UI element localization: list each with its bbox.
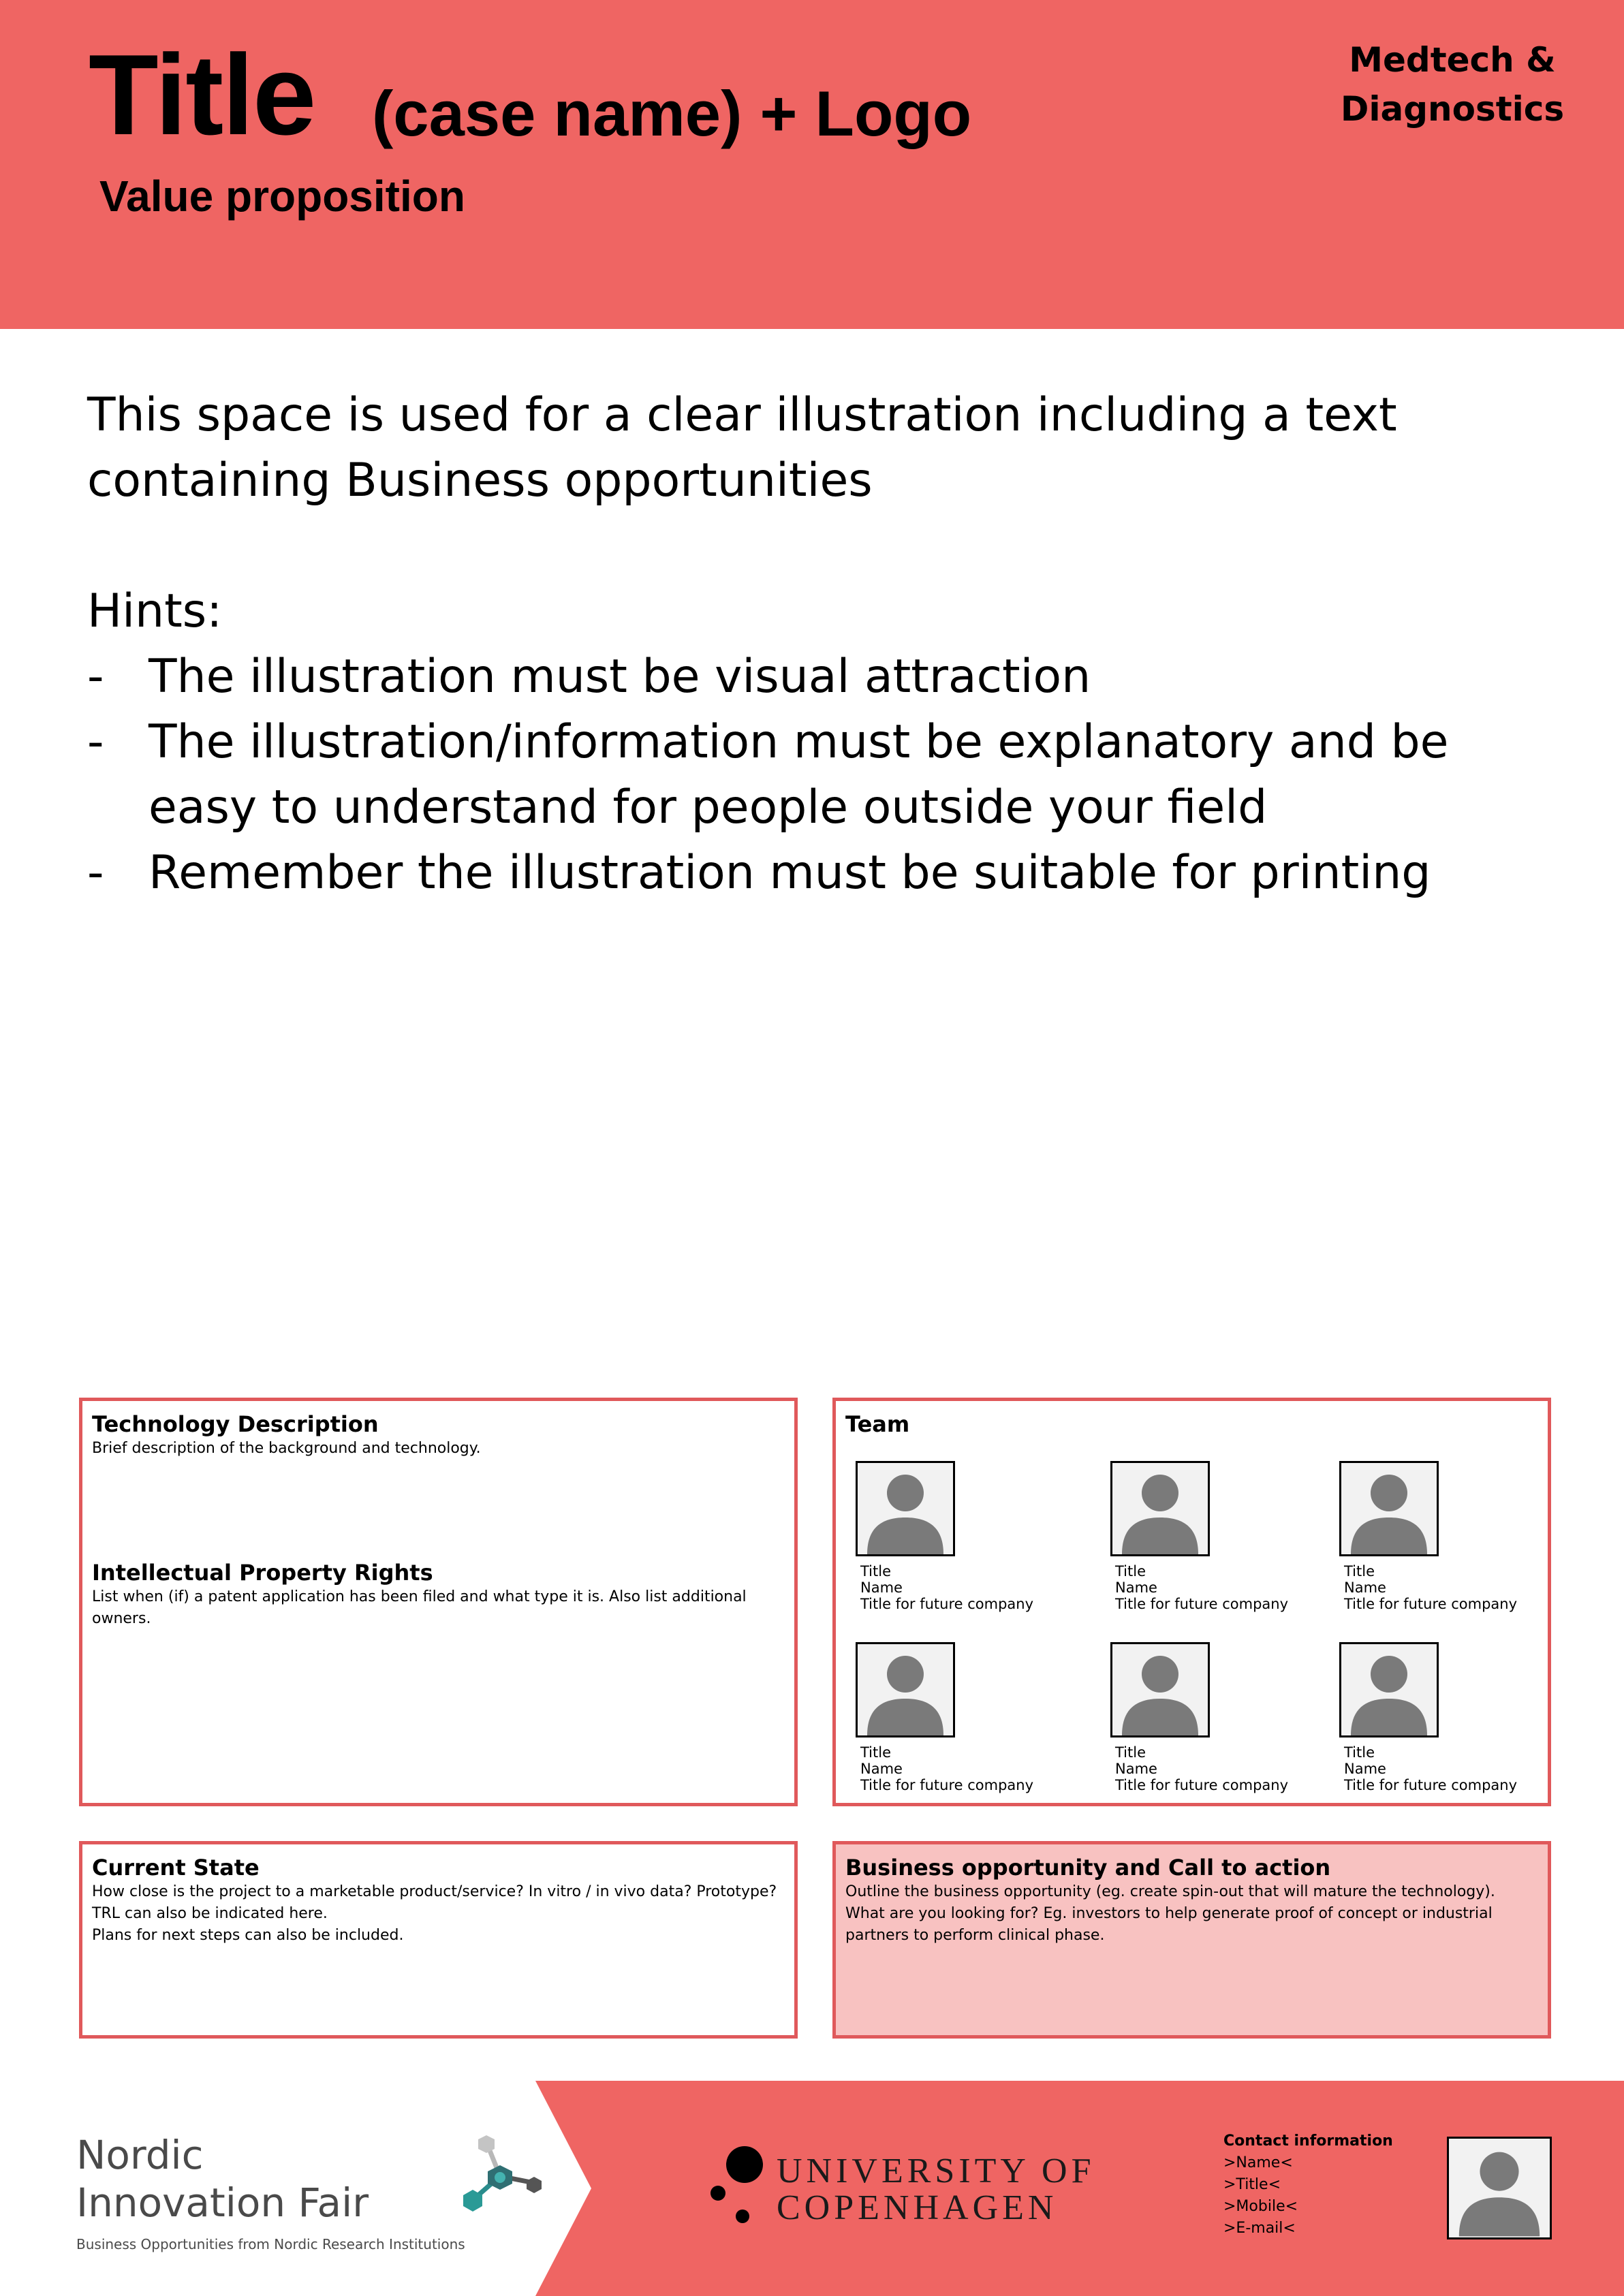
current-state-line-2: TRL can also be indicated here. [92,1905,328,1922]
member-role: Title for future company [1344,1777,1518,1793]
contact-email: >E-mail< [1223,2220,1296,2237]
nordic-innovation-fair-logo [76,2132,553,2252]
member-role: Title for future company [1115,1596,1289,1612]
category-label [1340,35,1565,133]
current-state-line-1: How close is the project to a marketable product/service? In vitro / in vivo data? Prototype? [92,1883,777,1900]
member-role: Title for future company [860,1596,1034,1612]
category-line-1: Medtech & [1349,40,1556,80]
ipr-text: List when (if) a patent application has been filed and what type it is. Also list additional owners. [92,1588,747,1627]
university-of-copenhagen-logo [708,2145,1117,2227]
team-member [860,1461,1058,1612]
poster-title: Title [89,31,315,159]
team-member [1115,1461,1313,1612]
member-title: Title [1115,1744,1146,1761]
nif-tagline: Business Opportunities from Nordic Research Institutions [76,2236,465,2252]
technology-box [79,1398,798,1806]
technology-heading: Technology Description [92,1411,379,1437]
hint-item [87,710,1552,840]
member-title: Title [1344,1744,1375,1761]
university-line-2: COPENHAGEN [777,2188,1058,2227]
hint-text: Remember the illustration must be suitable for printing [149,846,1431,900]
team-member [1344,1461,1542,1612]
technology-text: Brief description of the background and technology. [92,1440,481,1457]
contact-name: >Name< [1223,2154,1293,2171]
hint-text: The illustration/information must be explanatory and be easy to understand for people outside your field [149,715,1449,834]
member-name: Name [1344,1761,1386,1777]
value-proposition: Value proposition [99,172,465,221]
intro-line-1: This space is used for a clear illustration including a text [87,388,1397,442]
hint-dash: - [87,846,104,900]
person-silhouette-icon [1341,1644,1437,1735]
hint-item [87,840,1552,906]
member-name: Name [860,1579,903,1596]
member-title: Title [1344,1563,1375,1579]
intro-line-2: containing Business opportunities [87,454,873,507]
contact-heading: Contact information [1223,2133,1393,2150]
person-silhouette-icon [1112,1644,1208,1735]
hint-text: The illustration must be visual attraction [149,650,1091,704]
nif-name-line-2: Innovation Fair [76,2180,369,2226]
avatar [856,1461,955,1556]
contact-title: >Title< [1223,2176,1281,2193]
member-name: Name [1115,1761,1157,1777]
person-silhouette-icon [858,1463,953,1554]
contact-mobile: >Mobile< [1223,2198,1298,2215]
poster-title-suffix: (case name) + Logo [372,78,972,149]
team-box [832,1398,1551,1806]
illustration-area [87,383,1552,906]
member-name: Name [1115,1579,1157,1596]
business-line-1: Outline the business opportunity (eg. create spin-out that will mature the technology). [845,1883,1495,1900]
avatar [1339,1642,1439,1737]
current-state-heading: Current State [92,1855,260,1881]
category-line-2: Diagnostics [1340,89,1565,129]
hint-dash: - [87,650,104,704]
person-silhouette-icon [858,1644,953,1735]
member-role: Title for future company [1344,1596,1518,1612]
person-silhouette-icon [1449,2139,1550,2237]
ipr-section [92,1559,774,1630]
university-line-1: UNIVERSITY OF [777,2152,1095,2190]
hint-dash: - [87,715,104,769]
avatar [1110,1461,1210,1556]
business-opportunity-box [832,1841,1551,2039]
avatar [1339,1461,1439,1556]
hints-label: Hints: [87,584,223,638]
team-member [1344,1642,1542,1793]
member-role: Title for future company [1115,1777,1289,1793]
hint-item [87,644,1552,710]
member-title: Title [1115,1563,1146,1579]
member-role: Title for future company [860,1777,1034,1793]
member-name: Name [1344,1579,1386,1596]
ipr-heading: Intellectual Property Rights [92,1560,433,1586]
person-silhouette-icon [1112,1463,1208,1554]
member-name: Name [860,1761,903,1777]
current-state-box [79,1841,798,2039]
contact-information [1223,2130,1393,2239]
ku-dots-icon [708,2145,770,2227]
business-heading: Business opportunity and Call to action [845,1855,1331,1881]
molecule-icon [452,2135,561,2237]
nif-name-line-1: Nordic [76,2132,204,2178]
member-title: Title [860,1563,892,1579]
team-member [860,1642,1058,1793]
avatar [856,1642,955,1737]
team-member [1115,1642,1313,1793]
business-line-2: What are you looking for? Eg. investors to help generate proof of concept or industrial partners to perform clinical phase. [845,1905,1493,1944]
contact-avatar [1447,2137,1552,2239]
current-state-line-3: Plans for next steps can also be included. [92,1927,404,1944]
team-heading: Team [845,1411,910,1437]
member-title: Title [860,1744,892,1761]
person-silhouette-icon [1341,1463,1437,1554]
avatar [1110,1642,1210,1737]
